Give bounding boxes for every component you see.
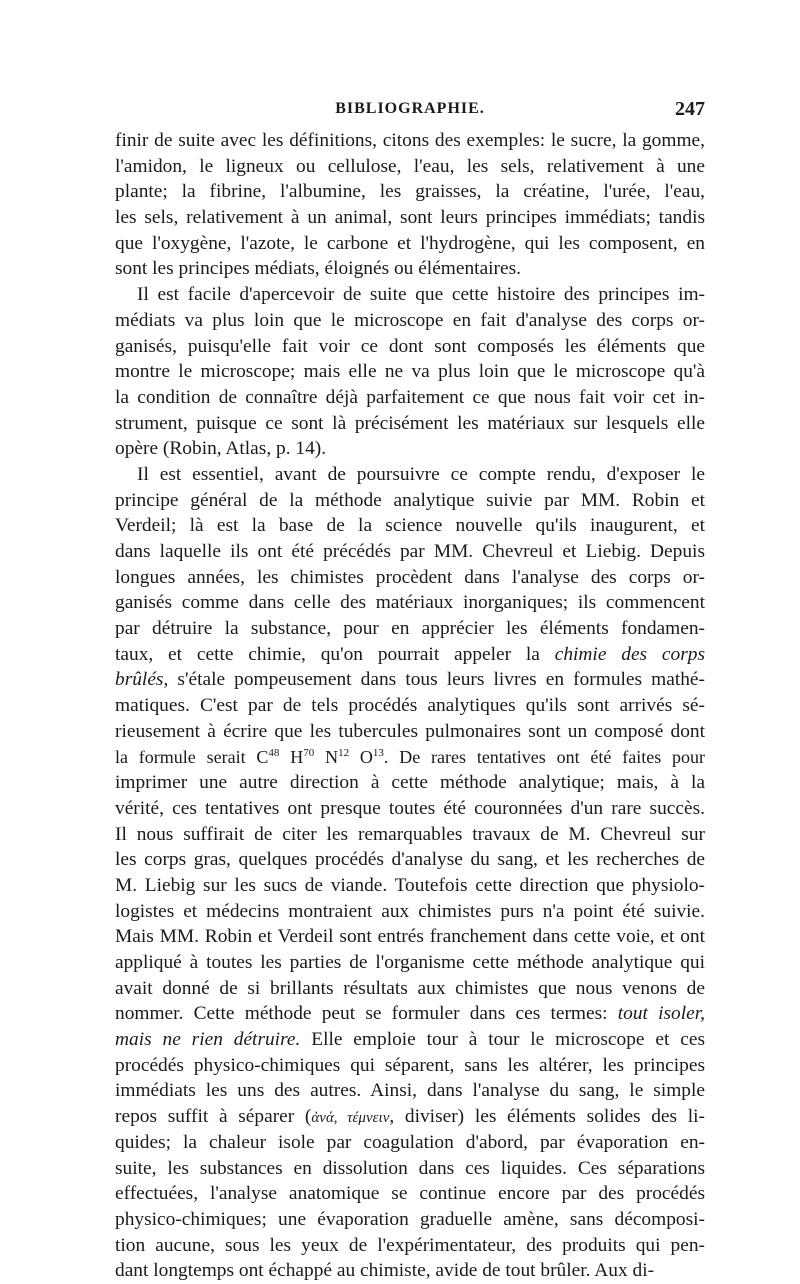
greek-text: ἀνά, τέμνειν (311, 1110, 390, 1127)
text-segment: , s'étale pompeusement dans tous leurs livres en formules mathé- (163, 669, 705, 691)
text-segment: appliqué à toutes les parties de l'organisme cette méthode analytique qui (115, 952, 705, 973)
text-segment: montre le microscope; mais elle ne va plus loin que le microscope qu'à (115, 361, 705, 383)
text-segment: C (256, 746, 269, 767)
text-segment: logistes et médecins montraient aux chimistes purs n'a point été suivie. (115, 900, 705, 922)
text-line (115, 128, 705, 154)
text-line (115, 1233, 705, 1259)
formula-subscript: 13 (372, 746, 384, 759)
text-line (115, 590, 705, 616)
text-segment: la formule serait (115, 746, 257, 767)
text-line (115, 1078, 705, 1104)
text-segment: nommer. Cette méthode peut se formuler dans ces termes: (115, 1003, 618, 1025)
text-segment: effectuées, l'analyse anatomique se continue encore par des procédés (115, 1183, 705, 1205)
text-line (115, 642, 705, 668)
text-segment: dant longtemps ont échappé au chimiste, avide de tout brûler. Aux di- (115, 1260, 655, 1282)
paragraph (115, 462, 705, 1284)
text-line (115, 693, 705, 719)
text-line (115, 488, 705, 514)
text-segment: les corps gras, quelques procédés d'analyse du sang, et les recherches de (115, 849, 705, 871)
text-segment: opère (Robin, Atlas, p. 14). (115, 438, 327, 460)
text-segment: , diviser) les éléments solides des li- (389, 1106, 705, 1128)
text-line (115, 565, 705, 591)
body-text (115, 128, 705, 1284)
text-line (115, 616, 705, 642)
text-line (115, 899, 705, 925)
text-segment: taux, et cette chimie, qu'on pourrait appeler la (115, 643, 555, 665)
text-segment: procédés physico-chimiques qui séparent, sans les altérer, les principes (115, 1054, 705, 1076)
text-line (115, 334, 705, 360)
text-line (115, 282, 705, 308)
text-line (115, 667, 705, 693)
text-line (115, 847, 705, 873)
text-segment: Il est essentiel, avant de poursuivre ce compte rendu, d'exposer le (137, 463, 705, 485)
text-line (115, 796, 705, 822)
text-segment: O (349, 746, 373, 767)
text-segment: N (314, 746, 339, 767)
text-segment: avait donné de si brillants résultats aux chimistes que nous venons de (115, 977, 705, 999)
text-segment: Il nous suffirait de citer les remarquables travaux de M. Chevreul sur (115, 823, 705, 845)
text-line (115, 462, 705, 488)
text-line (115, 745, 705, 771)
text-segment: finir de suite avec les définitions, citons des exemples: le sucre, la gomme, (115, 130, 705, 151)
page-number: 247 (675, 98, 705, 120)
text-line (115, 1027, 705, 1053)
text-line (115, 719, 705, 745)
text-line (115, 256, 705, 282)
text-segment: physico-chimiques; une évaporation graduelle amène, sans décomposi- (115, 1208, 705, 1230)
text-segment: M. Liebig sur les sucs de viande. Toutefois cette direction que physiolo- (115, 874, 705, 896)
italic-text: mais ne rien détruire. (115, 1029, 301, 1051)
text-line (115, 1156, 705, 1182)
text-line (115, 1104, 705, 1130)
text-segment: l'amidon, le ligneux ou cellulose, l'eau, les sels, relativement à une (115, 155, 705, 177)
text-segment: matiques. C'est par de tels procédés analytiques qu'ils sont arrivés sé- (115, 695, 705, 717)
text-segment: tion aucune, sous les yeux de l'expérimentateur, des produits qui pen- (115, 1234, 705, 1256)
text-line (115, 308, 705, 334)
text-segment: les sels, relativement à un animal, sont leurs principes immédiats; tandis (115, 207, 705, 229)
text-segment: Elle emploie tour à tour le microscope et ces (300, 1029, 705, 1051)
text-segment: strument, puisque ce sont là précisément les matériaux sur lesquels elle (115, 412, 705, 434)
text-segment: Il est facile d'apercevoir de suite que cette histoire des principes im- (137, 284, 705, 306)
text-line (115, 513, 705, 539)
text-segment: Verdeil; là est la base de la science nouvelle qu'ils inaugurent, et (115, 515, 705, 537)
text-line (115, 205, 705, 231)
text-segment: vérité, ces tentatives ont presque toutes été couronnées d'un rare succès. (115, 797, 705, 819)
text-line (115, 385, 705, 411)
text-segment: suite, les substances en dissolution dans ces liquides. Ces séparations (115, 1157, 705, 1179)
text-segment: sont les principes médiats, éloignés ou élémentaires. (115, 258, 522, 280)
text-line (115, 539, 705, 565)
text-line (115, 873, 705, 899)
text-line (115, 1258, 705, 1284)
text-segment: plante; la fibrine, l'albumine, les graisses, la créatine, l'urée, l'eau, (115, 181, 705, 203)
text-segment: longues années, les chimistes procèdent dans l'analyse des corps or- (115, 566, 705, 588)
text-segment: H (279, 746, 304, 767)
running-head: BIBLIOGRAPHIE. (335, 100, 485, 117)
text-line (115, 411, 705, 437)
text-segment: la condition de connaître déjà parfaitement ce que nous fait voir cet in- (115, 386, 705, 408)
text-segment: Mais MM. Robin et Verdeil sont entrés franchement dans cette voie, et ont (115, 926, 705, 948)
text-segment: . De rares tentatives ont été faites pour (383, 746, 706, 767)
text-line (115, 1130, 705, 1156)
text-segment: médiats va plus loin que le microscope en fait d'analyse des corps or- (115, 309, 705, 331)
paragraph (115, 128, 705, 282)
formula-subscript: 70 (303, 746, 315, 759)
text-segment: principe général de la méthode analytique suivie par MM. Robin et (115, 489, 705, 511)
text-segment: par détruire la substance, pour en apprécier les éléments fondamen- (115, 618, 705, 640)
page-header (115, 100, 705, 124)
formula-subscript: 12 (338, 746, 350, 759)
text-segment: immédiats les uns des autres. Ainsi, dans l'analyse du sang, le simple (115, 1080, 705, 1102)
text-line (115, 1053, 705, 1079)
text-segment: rieusement à écrire que les tubercules pulmonaires sont un composé dont (115, 720, 705, 742)
text-segment: ganisés, puisqu'elle fait voir ce dont sont composés les éléments que (115, 335, 705, 357)
text-line (115, 359, 705, 385)
text-line (115, 1181, 705, 1207)
text-segment: quides; la chaleur isole par coagulation d'abord, par évaporation en- (115, 1131, 705, 1153)
italic-text: tout isoler, (617, 1003, 705, 1025)
text-line (115, 950, 705, 976)
text-line (115, 231, 705, 257)
text-line (115, 154, 705, 180)
text-line (115, 822, 705, 848)
text-line (115, 1207, 705, 1233)
text-segment: dans laquelle ils ont été précédés par MM. Chevreul et Liebig. Depuis (115, 541, 705, 562)
formula-subscript: 48 (268, 746, 280, 759)
text-segment: imprimer une autre direction à cette méthode analytique; mais, à la (115, 772, 705, 794)
text-line (115, 770, 705, 796)
text-segment: ganisés comme dans celle des matériaux inorganiques; ils commencent (115, 592, 705, 614)
text-line (115, 924, 705, 950)
paragraph (115, 282, 705, 462)
text-line (115, 1001, 705, 1027)
text-line (115, 436, 705, 462)
text-line (115, 179, 705, 205)
italic-text: brûlés (115, 669, 164, 691)
text-segment: que l'oxygène, l'azote, le carbone et l'hydrogène, qui les composent, en (115, 232, 705, 254)
italic-text: chimie des corps (554, 643, 706, 665)
text-line (115, 976, 705, 1002)
text-segment: repos suffit à séparer ( (115, 1106, 312, 1128)
